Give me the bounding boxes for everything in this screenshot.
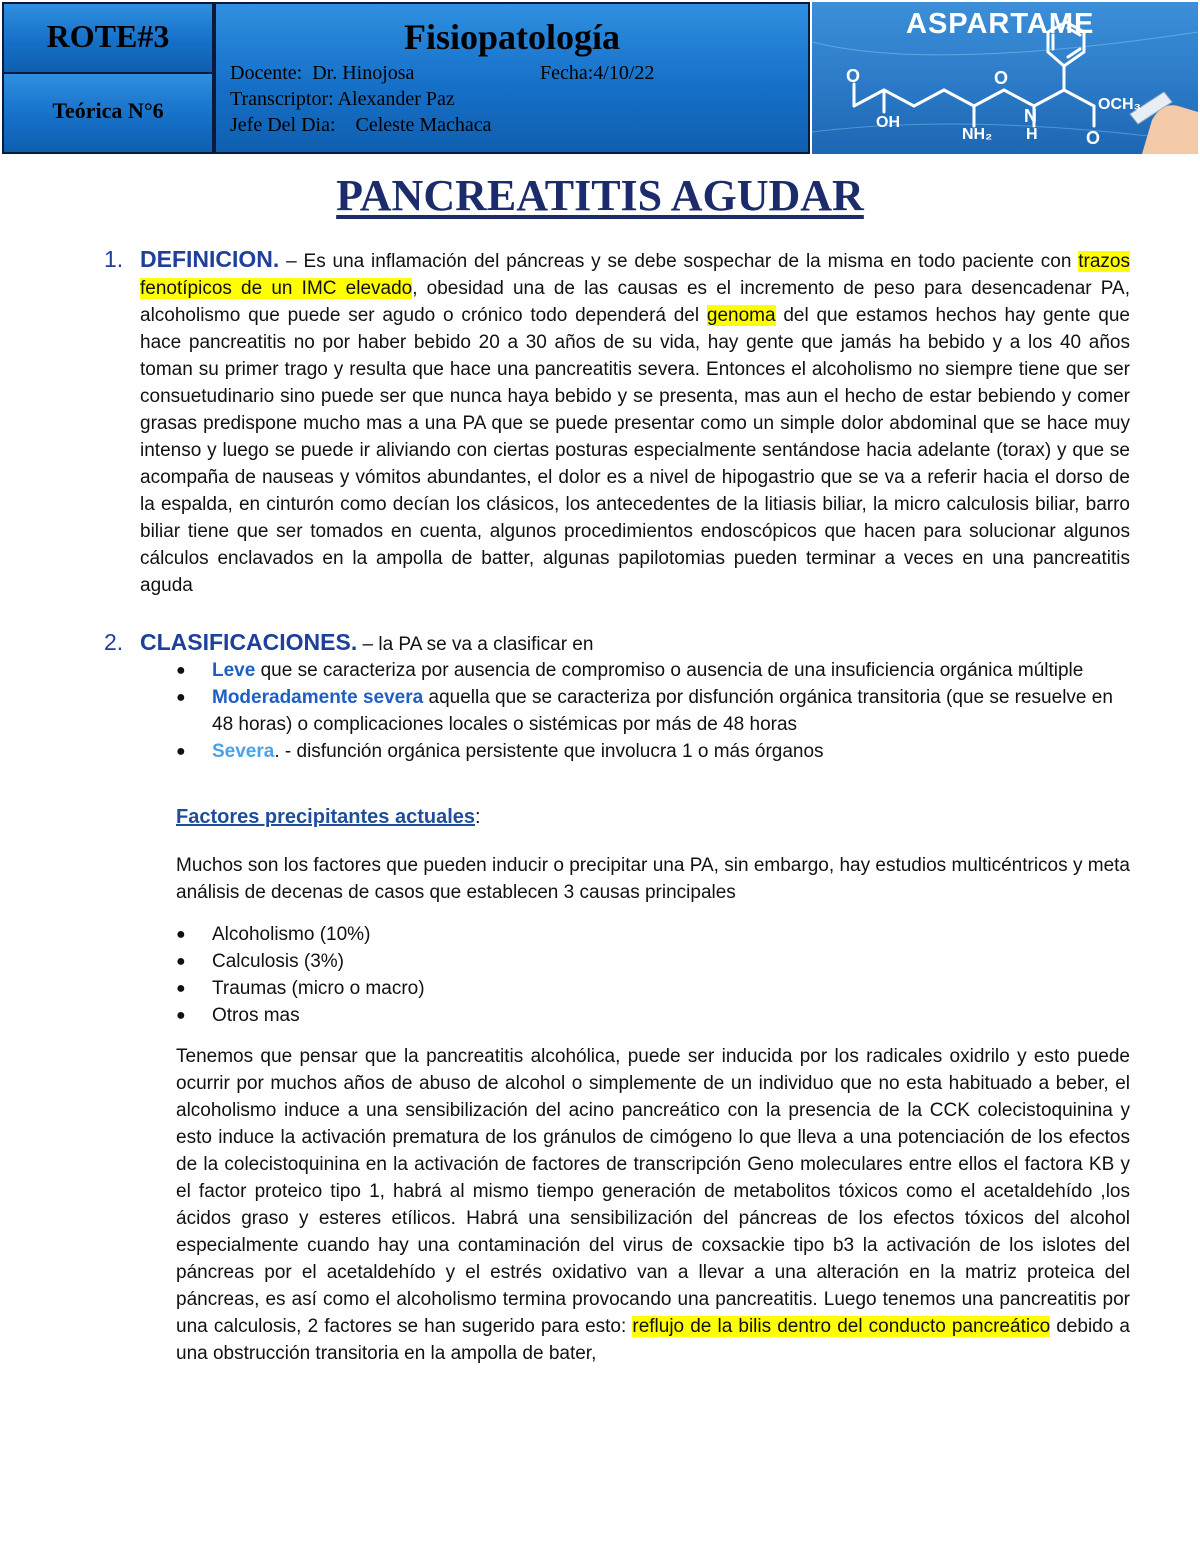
causas-list (174, 921, 1132, 1029)
definicion-text-2: , obesidad una de las causas es el incremento de peso para desencadenar PA, alcoholismo que puede ser agudo o crónico todo dependerá del (140, 278, 1130, 326)
list-item (174, 921, 1132, 948)
highlight-genoma: genoma (706, 305, 776, 326)
section-body (140, 629, 1130, 658)
atom-o1: O (846, 66, 861, 86)
aspartame-banner (812, 2, 1198, 154)
document-header (0, 0, 1200, 156)
bullet-icon: ● (176, 743, 186, 760)
list-item (174, 975, 1132, 1002)
teorica-box (2, 72, 214, 154)
rote-box (2, 2, 214, 74)
atom-h: H (1026, 126, 1038, 143)
section-clasificaciones (104, 629, 1130, 658)
section-heading: DEFINICION. (140, 246, 280, 272)
term-severa: Severa (212, 741, 275, 762)
clasificaciones-intro: la PA se va a clasificar en (378, 634, 594, 655)
atom-o3: O (1086, 128, 1101, 148)
atom-nh2: NH₂ (962, 126, 993, 143)
factores-colon: : (475, 806, 481, 828)
list-item (174, 684, 1132, 738)
section-number: 1. (104, 246, 124, 272)
bullet-icon: ● (176, 662, 186, 679)
bullet-icon: ● (176, 980, 186, 997)
list-item (174, 738, 1132, 765)
highlight-reflujo: reflujo de la bilis dentro del conducto pancreático (632, 1316, 1051, 1337)
term-moderada: Moderadamente severa (212, 687, 424, 708)
list-item-text: Alcoholismo (10%) (212, 924, 371, 945)
course-title: Fisiopatología (403, 17, 621, 57)
list-item-text: aquella que se caracteriza por disfunción orgánica transitoria (que se resuelve en 48 horas) o complicaciones locales o sistémicas por más de 48 horas (212, 687, 1113, 735)
atom-n: N (1024, 106, 1037, 126)
jefe-text: Jefe Del Dia: Celeste Machaca (230, 114, 492, 136)
section-heading: CLASIFICACIONES. (140, 629, 358, 655)
section-number: 2. (104, 629, 124, 655)
rote-label: ROTE#3 (46, 18, 170, 54)
clasificaciones-list (174, 657, 1132, 765)
factores-title: Factores precipitantes actuales (176, 806, 476, 828)
teorica-label: Teórica N°6 (52, 98, 164, 123)
section-body (140, 246, 1130, 599)
term-leve: Leve (212, 660, 256, 681)
document-title: PANCREATITIS AGUDAR (336, 171, 864, 220)
list-item-text: . - disfunción orgánica persistente que involucra 1 o más órganos (274, 741, 824, 762)
list-item (174, 948, 1132, 975)
list-item-text: que se caracteriza por ausencia de compromiso o ausencia de una insuficiencia orgánica múltiple (255, 660, 1084, 681)
paragraph-text-1: Tenemos que pensar que la pancreatitis alcohólica, puede ser inducida por los radicales oxidrilo y esto puede ocurrir por muchos años de abuso de alcohol o simplemente de un individuo que no esta habituado a beber, el alcoholismo induce a una sensibilización del acino pancreático con la presencia de la CCK colecistoquinina y esto induce la activación prematura de los gránulos de cimógeno lo que lleva a una potenciación de los efectos de la colecistoquinina en la activación de factores de transcripción Geno moleculares entre ellos el factora KB y el factor proteico tipo 1, habrá al mismo tiempo generación de metabolitos tóxicos como el acetaldehído ,los ácidos graso y esteres etílicos. Habrá una sensibilización del páncreas de los efectos tóxicos del alcohol especialmente cuando hay una contaminación del virus de coxsackie tipo b3 la activación de los islotes del páncreas por el acetaldehído y el estrés oxidativo van a llevar a una alteración en la matriz proteica del páncreas, es así como el alcoholismo termina provocando una pancreatitis. Luego tenemos una pancreatitis por una calculosis, 2 factores se han sugerido para esto: (176, 1046, 1130, 1337)
banner-title: ASPARTAME (906, 8, 1095, 40)
factores-intro: Muchos son los factores que pueden inducir o precipitar una PA, sin embargo, hay estudios multicéntricos y meta análisis de decenas de casos que establecen 3 causas principales (176, 855, 1130, 903)
list-item-text: Otros mas (212, 1005, 300, 1026)
transcriptor-text: Transcriptor: Alexander Paz (230, 88, 455, 110)
pancreatitis-alcoholica-paragraph (176, 1043, 1130, 1367)
atom-o2: O (994, 68, 1009, 88)
bullet-icon: ● (176, 926, 186, 943)
list-item (174, 1002, 1132, 1029)
paragraph-text-2: debido a una obstrucción transitoria en la ampolla de bater, (176, 1316, 1130, 1364)
section-definicion (104, 246, 1130, 599)
highlight-imc: trazos fenotípicos de un IMC elevado (140, 251, 1130, 299)
definicion-text-1: Es una inflamación del páncreas y se debe sospechar de la misma en todo paciente con (303, 251, 1079, 272)
list-item-text: Calculosis (3%) (212, 951, 344, 972)
list-item (174, 657, 1132, 684)
bullet-icon: ● (176, 1007, 186, 1024)
atom-och3: OCH₃ (1098, 96, 1141, 113)
definicion-text-3: del que estamos hechos hay gente que hace pancreatitis no por haber bebido 20 a 30 años de su vida, hay gente que jamás ha bebido y a los 40 años toman su primer trago y resulta que hace una pancreatitis severa. Entonces el alcoholismo no siempre tiene que ser consuetudinario sino puede ser que nunca haya bebido y se presenta, mas aun el hecho de estar bebiendo y comer grasas predispone mucho mas a una PA que se puede presentar como un simple dolor abdominal que se hace muy intenso y luego se puede ir aliviando con ciertas posturas especialmente sentándose hacia adelante (torax) y que se acompaña de nauseas y vómitos abundantes, el dolor es a nivel de hipogastrio que se va a referir hacia el dorso de la espalda, en cinturón como decían los clásicos, los antecedentes de la litiasis biliar, la micro calculosis biliar, barro biliar tiene que ser tomados en cuenta, algunos procedimientos endoscópicos que hacen para solucionar algunos cálculos enclavados en la ampolla de batter, algunas papilotomias pueden terminar a veces en una pancreatitis aguda (140, 305, 1130, 596)
atom-oh: OH (876, 114, 900, 131)
course-box (214, 2, 810, 154)
docente-text: Docente: Dr. Hinojosa (230, 62, 415, 84)
bullet-icon: ● (176, 953, 186, 970)
fecha-text: Fecha:4/10/22 (540, 62, 655, 84)
list-item-text: Traumas (micro o macro) (212, 978, 425, 999)
factores-heading (176, 806, 481, 829)
section-dash: – (357, 634, 379, 655)
section-dash: – (279, 251, 304, 272)
bullet-icon: ● (176, 689, 186, 706)
